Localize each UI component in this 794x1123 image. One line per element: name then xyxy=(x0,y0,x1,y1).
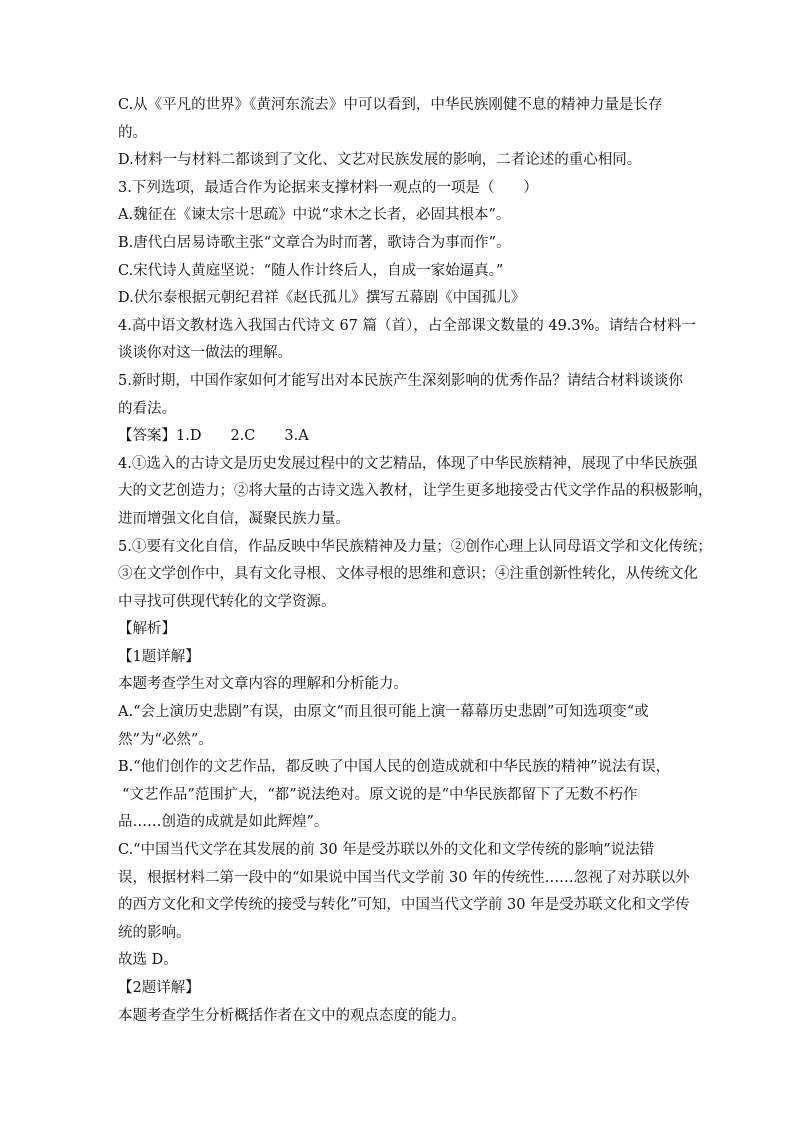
answer-5-line-1: 5.①要有文化自信，作品反映中华民族精神及力量；②创作心理上认同母语文学和文化传统； xyxy=(118,538,712,555)
q2-detail-heading: 【2题详解】 xyxy=(118,980,200,996)
answer-5-line-3: 中寻找可供现代转化的文学资源。 xyxy=(118,593,336,610)
q3-option-d: D.伏尔泰根据元朝纪君祥《赵氏孤儿》撰写五幕剧《中国孤儿》 xyxy=(118,290,526,307)
q1-detail-heading: 【1题详解】 xyxy=(118,648,200,665)
analysis-heading: 【解析】 xyxy=(118,621,176,638)
question-5-continuation: 的看法。 xyxy=(118,400,176,417)
q1-analysis-b-line-3: 品……创造的成就是如此辉煌”。 xyxy=(118,814,329,831)
answer-4-line-3: 进而增强文化自信，凝聚民族力量。 xyxy=(118,510,350,527)
q3-option-a: A.魏征在《谏太宗十思疏》中说“求木之长者，必固其根本”。 xyxy=(118,207,511,224)
q1-analysis-c-line-1: C.“中国当代文学在其发展的前 30 年是受苏联以外的文化和文学传统的影响”说法错 xyxy=(118,842,655,859)
q3-option-c: C.宋代诗人黄庭坚说：“随人作计终后人，自成一家始逼真。” xyxy=(118,262,504,279)
question-4: 4.高中语文教材选入我国古代诗文 67 篇（首），占全部课文数量的 49.3%。请结合材料一 xyxy=(118,317,696,334)
answer-5-line-2: ③在文学创作中，具有文化寻根、文体寻根的思维和意识；④注重创新性转化，从传统文化 xyxy=(118,566,698,583)
q1-analysis-b-line-1: B.“他们创作的文艺作品，都反映了中国人民的创造成就和中华民族的精神”说法有误， xyxy=(118,759,671,776)
answer-4-line-2: 大的文艺创造力；②将大量的古诗文选入教材，让学生更多地接受古代文学作品的积极影响， xyxy=(118,483,713,500)
document-body xyxy=(118,92,713,1030)
answer-heading: 【答案】1.D 2.C 3.A xyxy=(118,428,309,445)
option-d-line: D.材料一与材料二都谈到了文化、文艺对民族发展的影响，二者论述的重心相同。 xyxy=(118,152,642,169)
option-c-continuation: 的。 xyxy=(118,124,147,141)
q1-analysis-a-line-2: 然”为“必然”。 xyxy=(118,731,213,748)
q1-analysis-b-line-2: “文艺作品”范围扩大，“都”说法绝对。原文说的是“中华民族都留下了无数不朽作 xyxy=(122,786,638,803)
q1-analysis-c-line-3: 的西方文化和文学传统的接受与转化”可知，中国当代文学前 30 年是受苏联文化和文学传 xyxy=(118,897,690,914)
q1-conclusion: 故选 D。 xyxy=(118,952,178,969)
q1-analysis-c-line-2: 误，根据材料二第一段中的“如果说中国当代文学前 30 年的传统性……忽视了对苏联以外 xyxy=(118,869,690,886)
question-3: 3.下列选项，最适合作为论据来支撑材料一观点的一项是（ ） xyxy=(118,179,538,196)
option-c-line: C.从《平凡的世界》《黄河东流去》中可以看到，中华民族刚健不息的精神力量是长存 xyxy=(118,97,663,113)
question-5: 5.新时期，中国作家如何才能写出对本民族产生深刻影响的优秀作品？请结合材料谈谈你 xyxy=(118,372,683,389)
q1-analysis-c-line-4: 统的影响。 xyxy=(118,924,191,941)
q1-analysis-a-line-1: A.“会上演历史悲剧”有误，由原文“而且很可能上演一幕幕历史悲剧”可知选项变“或 xyxy=(118,704,649,721)
answer-4-line-1: 4.①选入的古诗文是历史发展过程中的文艺精品，体现了中华民族精神，展现了中华民族强 xyxy=(118,455,698,472)
question-4-continuation: 谈谈你对这一做法的理解。 xyxy=(118,345,292,362)
q2-detail-intro: 本题考查学生分析概括作者在文中的观点态度的能力。 xyxy=(118,1007,466,1024)
q1-detail-intro: 本题考查学生对文章内容的理解和分析能力。 xyxy=(118,676,408,693)
q3-option-b: B.唐代白居易诗歌主张“文章合为时而著，歌诗合为事而作”。 xyxy=(118,234,511,251)
